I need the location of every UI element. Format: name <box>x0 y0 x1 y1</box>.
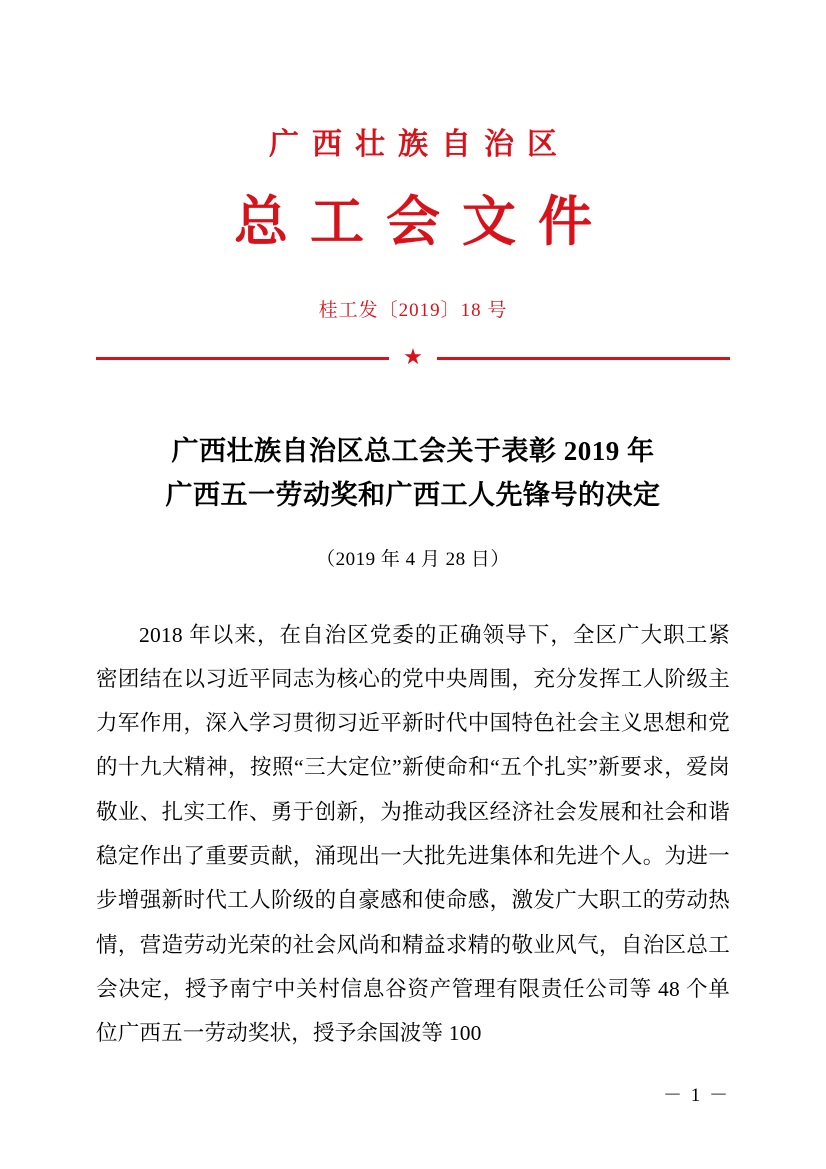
document-headline <box>96 430 730 517</box>
rule-segment-right <box>437 357 730 360</box>
star-icon: ★ <box>403 344 423 370</box>
document-body <box>96 613 730 1056</box>
headline-line-2: 广西五一劳动奖和广西工人先锋号的决定 <box>165 479 661 510</box>
document-number: 桂工发〔2019〕18 号 <box>318 300 508 322</box>
red-separator-rule <box>96 344 730 370</box>
page-number: － 1 － <box>662 1085 730 1106</box>
issuing-organization: 广西壮族自治区 <box>269 128 570 161</box>
document-date: （2019 年 4 月 28 日） <box>316 548 510 570</box>
rule-segment-left <box>96 357 389 360</box>
document-type-title: 总工会文件 <box>234 192 614 252</box>
headline-line-1: 广西壮族自治区总工会关于表彰 2019 年 <box>171 436 655 467</box>
body-paragraph-1: 2018 年以来，在自治区党委的正确领导下，全区广大职工紧密团结在以习近平同志为核心的党中央周围，充分发挥工人阶级主力军作用，深入学习贯彻习近平新时代中国特色社会主义思想和党的十九大精神，按照“三大定位”新使命和“五个扎实”新要求，爱岗敬业、扎实工作、勇于创新，为推动我区经济社会发展和社会和谐稳定作出了重要贡献，涌现出一大批先进集体和先进个人。为进一步增强新时代工人阶级的自豪感和使命感，激发广大职工的劳动热情，营造劳动光荣的社会风尚和精益求精的敬业风气，自治区总工会决定，授予南宁中关村信息谷资产管理有限责任公司等 48 个单位广西五一劳动奖状，授予余国波等 100 <box>96 622 730 1046</box>
masthead <box>96 0 730 322</box>
